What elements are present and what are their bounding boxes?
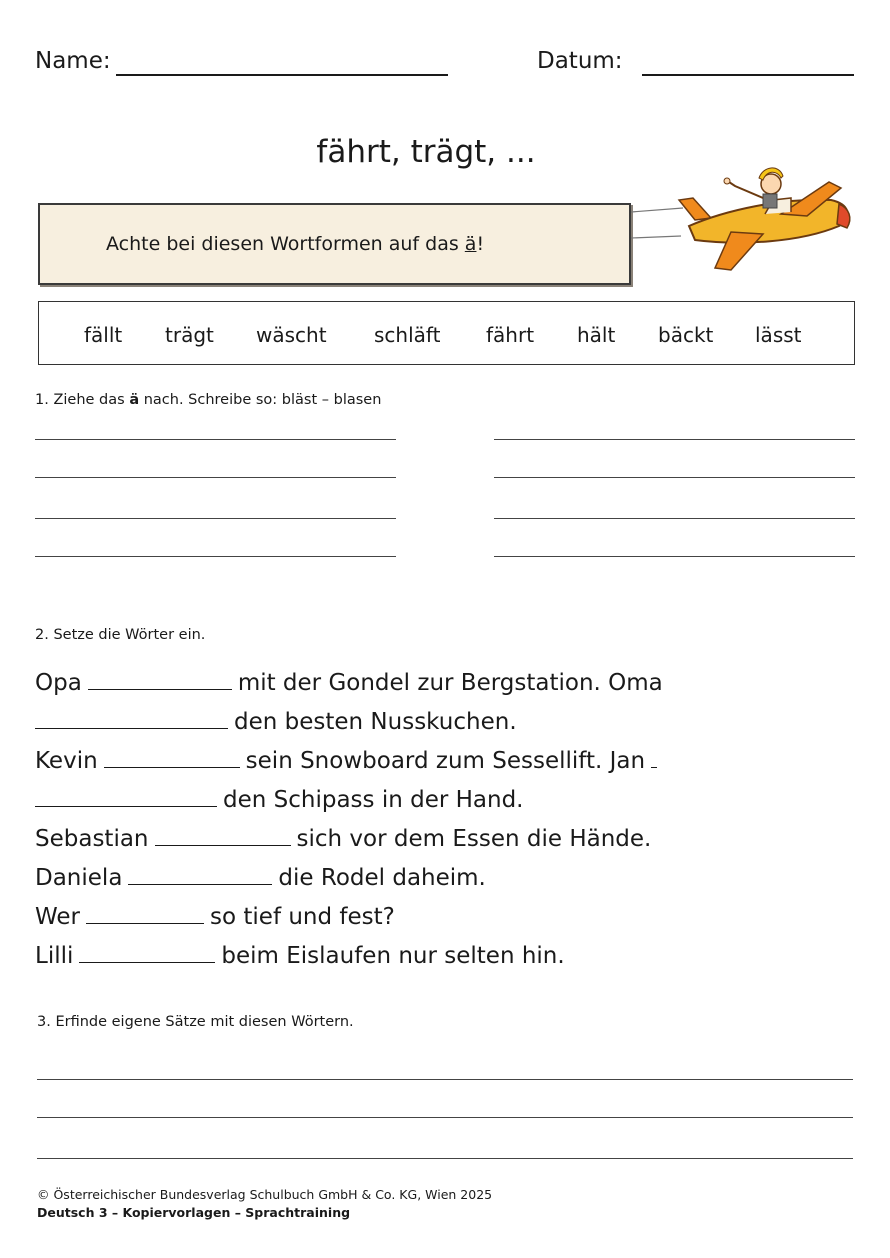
- answer-line[interactable]: [494, 556, 855, 557]
- answer-line[interactable]: [37, 1117, 853, 1118]
- task3-instruction: 3. Erfinde eigene Sätze mit diesen Wörtern.: [37, 1014, 354, 1030]
- answer-line[interactable]: [35, 477, 396, 478]
- word-item: trägt: [165, 323, 214, 347]
- answer-line[interactable]: [35, 518, 396, 519]
- sentence-line: den besten Nusskuchen.: [35, 708, 517, 735]
- answer-line[interactable]: [35, 439, 396, 440]
- task1-instruction: 1. Ziehe das ä nach. Schreibe so: bläst – blasen: [35, 392, 382, 408]
- name-label: Name:: [35, 48, 111, 74]
- fill-blank[interactable]: [35, 786, 217, 807]
- fill-blank[interactable]: [651, 747, 657, 768]
- fill-blank[interactable]: [79, 942, 215, 963]
- sentence-line: Sebastian sich vor dem Essen die Hände.: [35, 826, 652, 852]
- fill-blank[interactable]: [86, 903, 204, 924]
- sentence-line: den Schipass in der Hand.: [35, 786, 524, 813]
- word-item: bäckt: [658, 323, 714, 347]
- word-item: lässt: [755, 323, 802, 347]
- date-field[interactable]: [642, 74, 854, 76]
- fill-blank[interactable]: [155, 825, 291, 846]
- sentence-line: Kevin sein Snowboard zum Sessellift. Jan: [35, 747, 663, 774]
- answer-line[interactable]: [37, 1158, 853, 1159]
- banner-text: Achte bei diesen Wortformen auf das ä!: [106, 233, 485, 255]
- word-item: wäscht: [256, 323, 327, 347]
- instruction-banner: [38, 203, 631, 285]
- fill-blank[interactable]: [35, 708, 228, 729]
- fill-blank[interactable]: [104, 747, 240, 768]
- sentence-line: Opa mit der Gondel zur Bergstation. Oma: [35, 670, 663, 696]
- footer-series: Deutsch 3 – Kopiervorlagen – Sprachtraining: [37, 1205, 351, 1220]
- sentence-line: Daniela die Rodel daheim.: [35, 865, 486, 891]
- name-field[interactable]: [116, 74, 448, 76]
- sentence-line: Lilli beim Eislaufen nur selten hin.: [35, 943, 565, 969]
- word-box: [38, 301, 855, 365]
- word-item: fährt: [486, 323, 535, 347]
- footer-copyright: © Österreichischer Bundesverlag Schulbuch GmbH & Co. KG, Wien 2025: [37, 1187, 493, 1202]
- airplane-illustration: [631, 160, 861, 280]
- fill-blank[interactable]: [128, 864, 272, 885]
- answer-line[interactable]: [494, 518, 855, 519]
- fill-blank[interactable]: [88, 669, 232, 690]
- word-item: fällt: [84, 323, 123, 347]
- answer-line[interactable]: [494, 439, 855, 440]
- answer-line[interactable]: [494, 477, 855, 478]
- sentence-line: Wer so tief und fest?: [35, 904, 395, 930]
- word-item: hält: [577, 323, 616, 347]
- task2-instruction: 2. Setze die Wörter ein.: [35, 627, 206, 643]
- date-label: Datum:: [537, 48, 623, 74]
- word-item: schläft: [374, 323, 441, 347]
- answer-line[interactable]: [37, 1079, 853, 1080]
- page-title: fährt, trägt, ...: [316, 134, 536, 170]
- answer-line[interactable]: [35, 556, 396, 557]
